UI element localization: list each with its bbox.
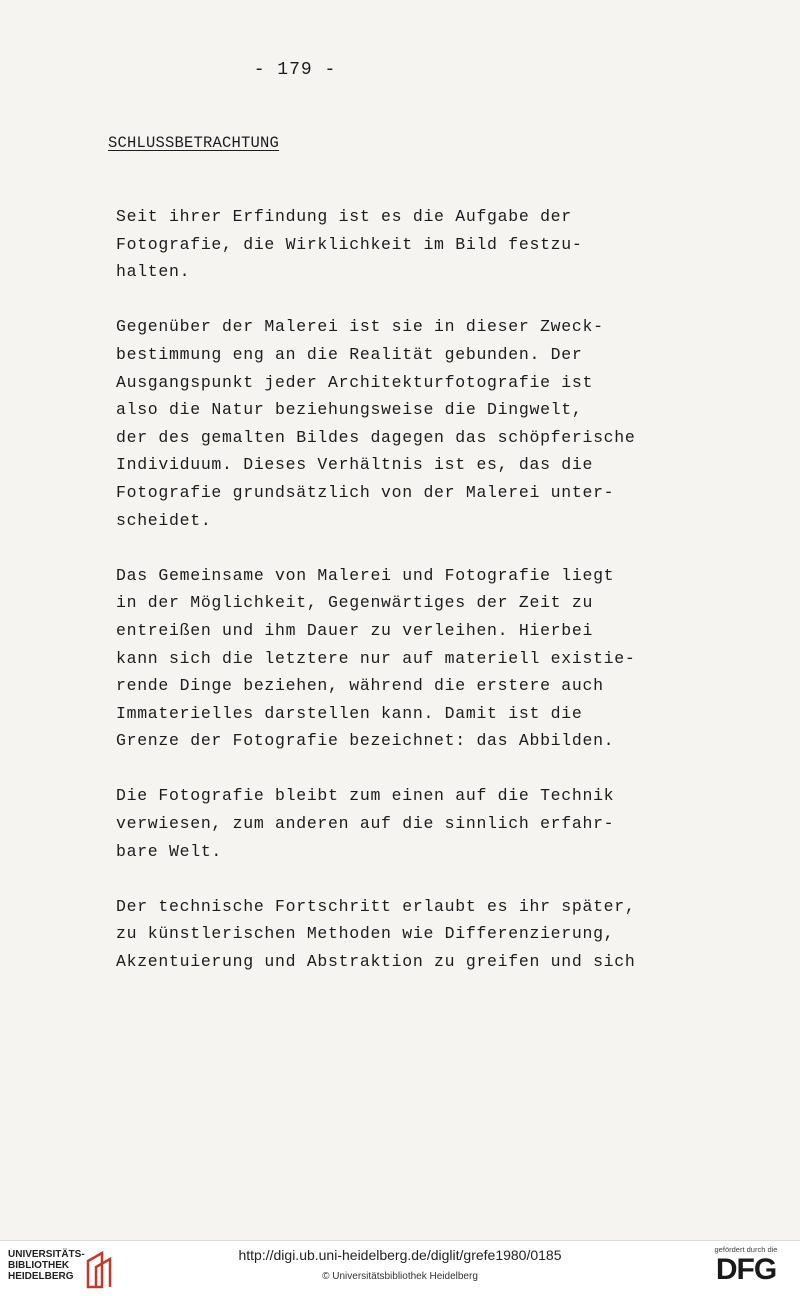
- body-text: [116, 203, 676, 1003]
- library-logo-line-3: HEIDELBERG: [8, 1271, 74, 1282]
- library-logo-line-2: BIBLIOTHEK: [8, 1260, 70, 1271]
- library-logo-line-1: UNIVERSITÄTS-: [8, 1249, 85, 1260]
- dfg-logo[interactable]: [706, 1245, 786, 1291]
- paragraph-4: Die Fotografie bleibt zum einen auf die Technik verwiesen, zum anderen auf die sinnlich erfahr- bare Welt.: [116, 786, 615, 861]
- page-number: - 179 -: [253, 60, 337, 80]
- paragraph-1: Seit ihrer Erfindung ist es die Aufgabe der Fotografie, die Wirklichkeit im Bild festzu- halten.: [116, 207, 583, 282]
- library-logo[interactable]: [8, 1249, 118, 1291]
- library-logo-icon: [84, 1251, 118, 1291]
- section-heading: SCHLUSSBETRACHTUNG: [108, 134, 280, 152]
- paragraph-5: Der technische Fortschritt erlaubt es ihr später, zu künstlerischen Methoden wie Differenzierung, Akzentuierung und Abstraktion zu greifen und sich: [116, 896, 636, 972]
- permalink-url[interactable]: http://digi.ub.uni-heidelberg.de/diglit/grefe1980/0185: [238, 1247, 562, 1263]
- dfg-logo-text: DFG: [715, 1253, 777, 1286]
- paragraph-2: Gegenüber der Malerei ist sie in dieser Zweck- bestimmung eng an die Realität gebunden. Der Ausgangspunkt jeder Architekturfotografie ist also die Natur beziehungsweise die Dingwelt, der des gemalten Bildes dagegen das schöpferische Individuum. Dieses Verhältnis ist es, das die Fotografie grundsätzlich von der Malerei unter- scheidet.: [116, 317, 636, 530]
- viewer-footer: [0, 1240, 800, 1296]
- paragraph-3: Das Gemeinsame von Malerei und Fotografie liegt in der Möglichkeit, Gegenwärtiges der Zeit zu entreißen und ihm Dauer zu verleihen. Hierbei kann sich die letztere nur auf materiell existie- rende Dinge beziehen, während die erstere auch Immaterielles darstellen kann. Damit ist die Grenze der Fotografie bezeichnet: das Abbilden.: [116, 565, 636, 751]
- funding-label: gefördert durch die: [714, 1245, 778, 1254]
- copyright-notice: © Universitätsbibliothek Heidelberg: [322, 1271, 478, 1282]
